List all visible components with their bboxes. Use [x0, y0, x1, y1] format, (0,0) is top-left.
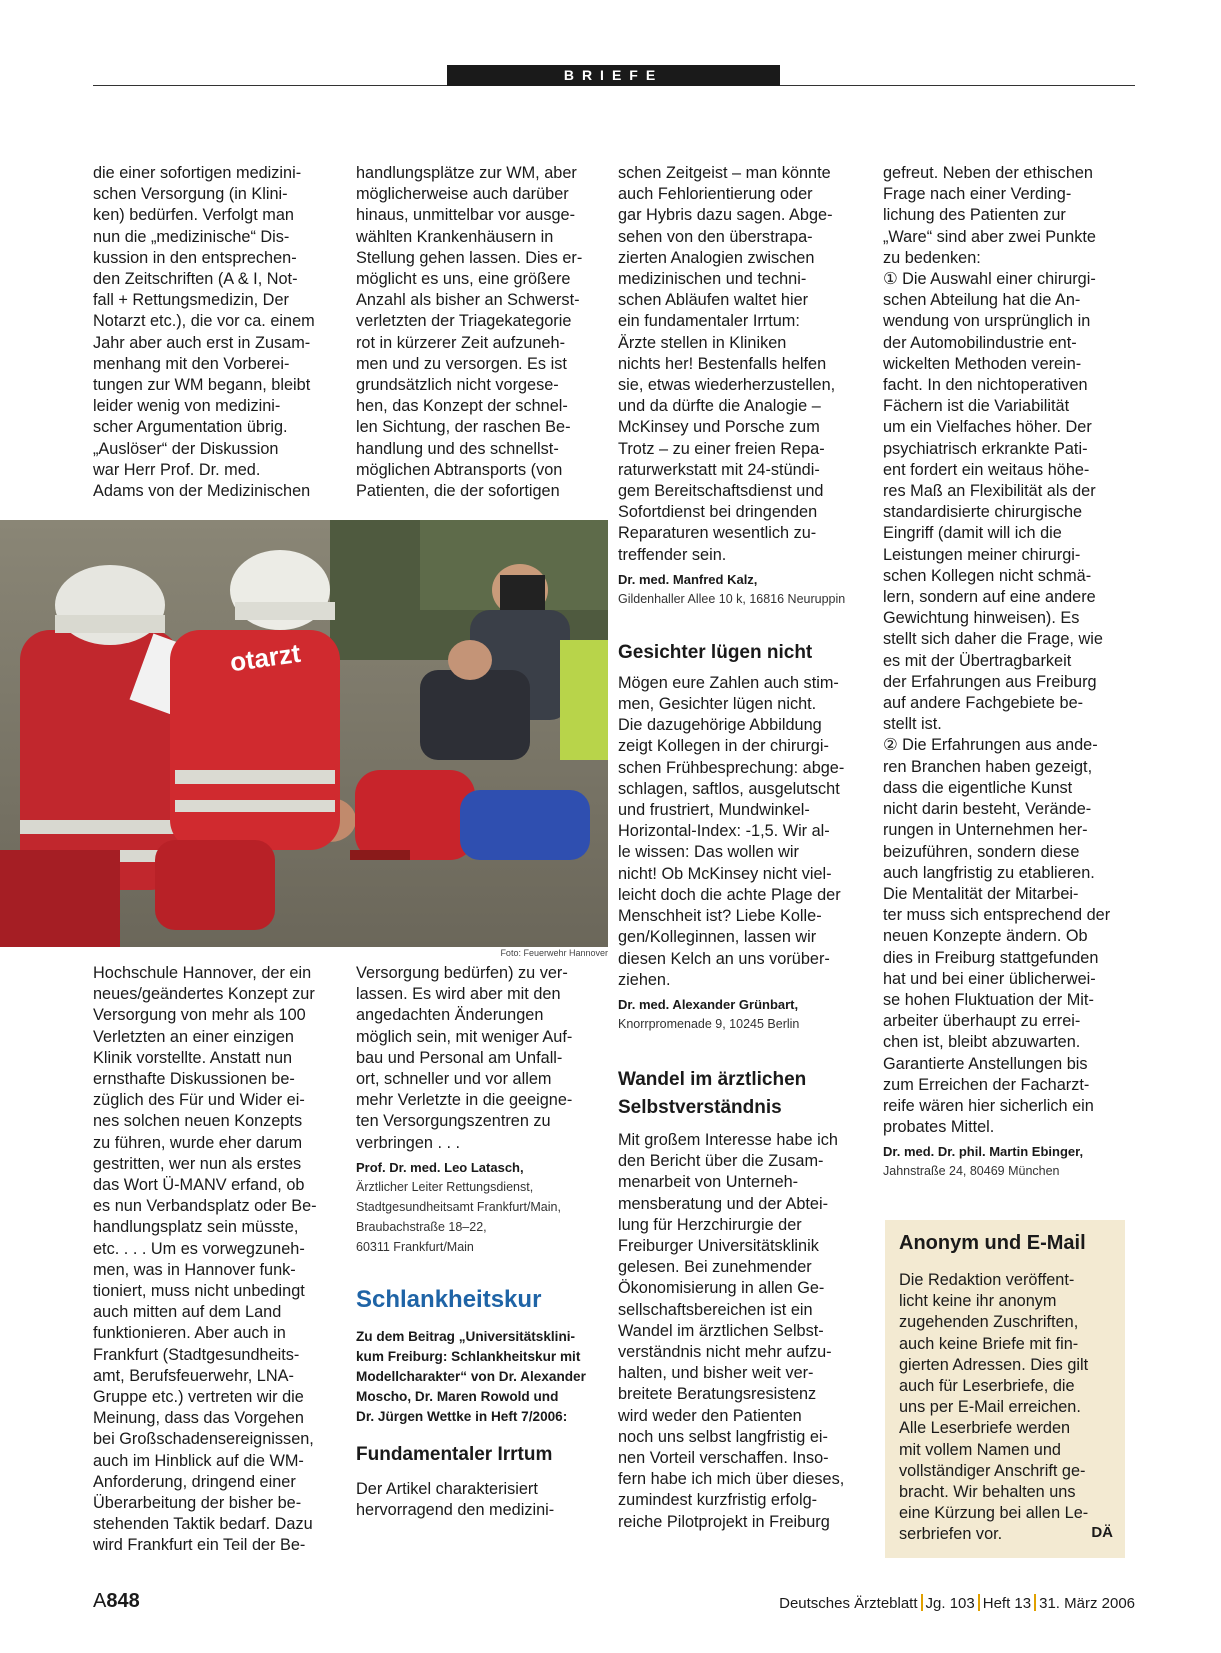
- body-text: gefreut. Neben der ethischen Frage nach einer Verding- lichung des Patienten zur „Ware“ sind aber zwei Punkte zu bedenken: ① Die Auswahl einer chirurgi- schen Abteilung hat die An- wendung von ursprünglich in der Automobilindustrie ent- wickelten Methoden verein- facht. In den nichtoperativen Fächern ist die Variabilität um ein Vielfaches höher. Der psychiatrisch erkrankte Pati- ent fordert ein weitaus höhe- res Maß an Flexibilität als der standardisierte chirurgische Eingriff (damit will ich die Leistungen meiner chirurgi- schen Kollegen nicht schmä- lern, sondern auf eine andere Gewichtung hinweisen). Es stellt sich daher die Frage, wie es mit der Übertragbarkeit der Erfahrungen aus Freiburg auf andere Fachgebiete be- stellt ist. ② Die Erfahrungen aus ande- ren Branchen haben gezeigt, dass die eigentliche Kunst nicht darin besteht, Verände- rungen in Unternehmen her- beizuführen, sondern diese auch langfristig zu etablieren. Die Mentalität der Mitarbei- ter muss sich entsprechend der neuen Konzepte ändern. Ob dies in Freiburg stattgefunden hat und bei einer üblicherwei- se hohen Fluktuation der Mit- arbeiter überhaupt zu errei- chen ist, bleibt abzuwarten. Garantierte Anstellungen bis zum Erreichen der Facharzt- reife wären hier sicherlich ein probates Mittel.: [883, 164, 1111, 1137]
- letter-title: Fundamentaler Irrtum: [356, 1443, 553, 1465]
- section-intro: Zu dem Beitrag „Universitätsklini- kum Freiburg: Schlankheitskur mit Modellcharakter“ von Dr. Alexander Moscho, Dr. Maren Rowold und Dr. Jürgen Wettke in Heft 7/2006:: [356, 1328, 586, 1424]
- signature-address: Knorrpromenade 9, 10245 Berlin: [618, 1016, 800, 1031]
- separator: [978, 1594, 980, 1611]
- journal-date: 31. März 2006: [1039, 1595, 1135, 1612]
- info-box-signature: DÄ: [1091, 1524, 1113, 1541]
- body-text: die einer sofortigen medizini- schen Versorgung (in Klini- ken) bedürfen. Verfolgt man nun die „medizinische“ Dis- kussion in den entsprechen- den Zeitschriften (A & I, Not- fall + Rettungsmedizin, Der Notarzt etc.), die vor ca. einem Jahr aber auch erst in Zusam- menhang mit den Vorberei- tungen zur WM begann, bleibt leider wenig von medizini- scher Argumentation übrig. „Auslöser“ der Diskussion war Herr Prof. Dr. med. Adams von der Medizinischen: [93, 164, 315, 501]
- signature-address: Gildenhaller Allee 10 k, 16816 Neuruppin: [618, 591, 846, 606]
- column-2-bottom: [356, 963, 606, 1521]
- separator: [921, 1594, 923, 1611]
- info-box-title: Anonym und E-Mail: [899, 1232, 1086, 1254]
- info-box: [885, 1220, 1125, 1558]
- journal-issue: Heft 13: [982, 1595, 1032, 1612]
- separator: [1034, 1594, 1036, 1611]
- column-1-top: [93, 163, 343, 502]
- column-3: [618, 163, 873, 1533]
- body-text: Mögen eure Zahlen auch stim- men, Gesichter lügen nicht. Die dazugehörige Abbildung zeigt Kollegen in der chirurgi- schen Frühbesprechung: abge- schlagen, saftlos, ausgelutscht und frustriert, Mundwinkel- Horizontal-Index: -1,5. Wir al- le wissen: Das wollen wir nicht! Ob McKinsey nicht viel- leicht doch die achte Plage der Menschheit ist? Liebe Kolle- gen/Kolleginnen, lassen wir diesen Kelch an uns vorüber- ziehen.: [618, 673, 845, 989]
- column-1-bottom: [93, 963, 343, 1557]
- page-prefix: A: [93, 1590, 107, 1612]
- body-text: handlungsplätze zur WM, aber möglicherweise auch darüber hinaus, unmittelbar vor ausge- wählten Krankenhäusern in Stellung gehen lassen. Dies er- möglicht es uns, eine größere Anzahl als bisher an Schwerst- verletzten der Triagekategorie rot in kürzerer Zeit aufzuneh- men und zu versorgen. Es ist grundsätzlich nicht vorgese- hen, das Konzept der schnel- len Sichtung, der raschen Be- handlung und des schnellst- möglichen Abtransports (von Patienten, die der sofortigen: [356, 164, 583, 501]
- body-text: Versorgung bedürfen) zu ver- lassen. Es wird aber mit den angedachten Änderungen möglich sein, mit weniger Auf- bau und Personal am Unfall- ort, schneller und vor allem mehr Verletzte in die geeigne- ten Versorgungszentren zu verbringen . . .: [356, 964, 573, 1152]
- body-text: Hochschule Hannover, der ein neues/geändertes Konzept zur Versorgung von mehr als 100 Verletzten an einer einzigen Klinik vorstellte. Anstatt nun ernsthafte Diskussionen be- züglich des Für und Wider ei- nes solchen neuen Konzepts zu führen, wurde eher darum gestritten, wer nun als erstes das Wort Ü-MANV erfand, ob es nun Verbandsplatz oder Be- handlungsplatz sein müsste, etc. . . . Um es vorwegzuneh- men, was in Hannover funk- tioniert, muss nicht unbedingt auch mitten auf dem Land funktionieren. Aber auch in Frankfurt (Stadtgesundheits- amt, Berufsfeuerwehr, LNA- Gruppe etc.) vertreten wir die Meinung, dass das Vorgehen bei Großschadensereignissen, auch im Hinblick auf die WM- Anforderung, dringend einer Überarbeitung der bisher be- stehenden Taktik bedarf. Dazu wird Frankfurt ein Teil der Be-: [93, 964, 317, 1555]
- section-header: BRIEFE: [447, 65, 780, 86]
- journal-name: Deutsches Ärzteblatt: [779, 1595, 918, 1612]
- journal-info: [779, 1594, 1135, 1612]
- column-2-top: [356, 163, 606, 502]
- rescue-scene-illustration: [0, 520, 608, 947]
- body-text: Mit großem Interesse habe ich den Bericht über die Zusam- menarbeit von Unterneh- mensberatung und der Abtei- lung für Herzchirurgie der Freiburger Universitätsklinik gelesen. Bei zunehmender Ökonomisierung in allen Ge- sellschaftsbereichen ist ein Wandel im ärztlichen Selbst- verständnis nicht mehr aufzu- halten, und bisher weit ver- breitete Beratungsresistenz wird weder den Patienten noch uns selbst langfristig ei- nen Vorteil verschaffen. Inso- fern habe ich mich über dieses, zumindest kurzfristig erfolg- reiche Pilotprojekt in Freiburg: [618, 1130, 845, 1531]
- body-text: schen Zeitgeist – man könnte auch Fehlorientierung oder gar Hybris dazu sagen. Abge- sehen von den überstrapa- zierten Analogien zwischen medizinischen und techni- schen Abläufen waltet hier ein fundamentaler Irrtum: Ärzte stellen in Kliniken nichts her! Bestenfalls helfen sie, etwas wiederherzustellen, und da dürfte die Analogie – McKinsey und Porsche zum Trotz – zu einer freien Repa- raturwerkstatt mit 24-stündi- gem Bereitschaftsdienst und Sofortdienst bei dringenden Reparaturen wesentlich zu- treffender sein.: [618, 164, 836, 564]
- body-text: Der Artikel charakterisiert hervorragend den medizini-: [356, 1479, 555, 1520]
- photo-credit: Foto: Feuerwehr Hannover: [500, 948, 608, 958]
- vest-label: otarzt: [228, 637, 303, 678]
- signature-name: Dr. med. Dr. phil. Martin Ebinger,: [883, 1144, 1084, 1160]
- info-box-text: Die Redaktion veröffent- licht keine ihr anonym zugehenden Zuschriften, auch keine Briefe mit fin- gierten Adressen. Dies gilt auch für Leserbriefe, die uns per E-Mail erreichen. Alle Leserbriefe werden mit vollem Namen und vollständiger Anschrift ge- bracht. Wir behalten uns eine Kürzung bei allen Le- serbriefen vor.: [899, 1271, 1089, 1544]
- letter-title: Wandel im ärztlichen Selbstverständnis: [618, 1068, 807, 1118]
- journal-volume: Jg. 103: [925, 1595, 975, 1612]
- page-number: [93, 1590, 140, 1613]
- article-photo: [0, 520, 608, 947]
- signature-address: Ärztlicher Leiter Rettungsdienst, Stadtgesundheitsamt Frankfurt/Main, Braubachstraße 18–22, 60311 Frankfurt/Main: [356, 1179, 561, 1254]
- page-number-value: 848: [106, 1590, 140, 1612]
- signature-name: Dr. med. Manfred Kalz,: [618, 571, 758, 587]
- column-4: [883, 163, 1138, 1181]
- signature-name: Dr. med. Alexander Grünbart,: [618, 996, 799, 1012]
- signature-name: Prof. Dr. med. Leo Latasch,: [356, 1159, 524, 1175]
- signature-address: Jahnstraße 24, 80469 München: [883, 1164, 1060, 1179]
- letter-title: Gesichter lügen nicht: [618, 641, 813, 663]
- section-title: Schlankheitskur: [356, 1285, 542, 1313]
